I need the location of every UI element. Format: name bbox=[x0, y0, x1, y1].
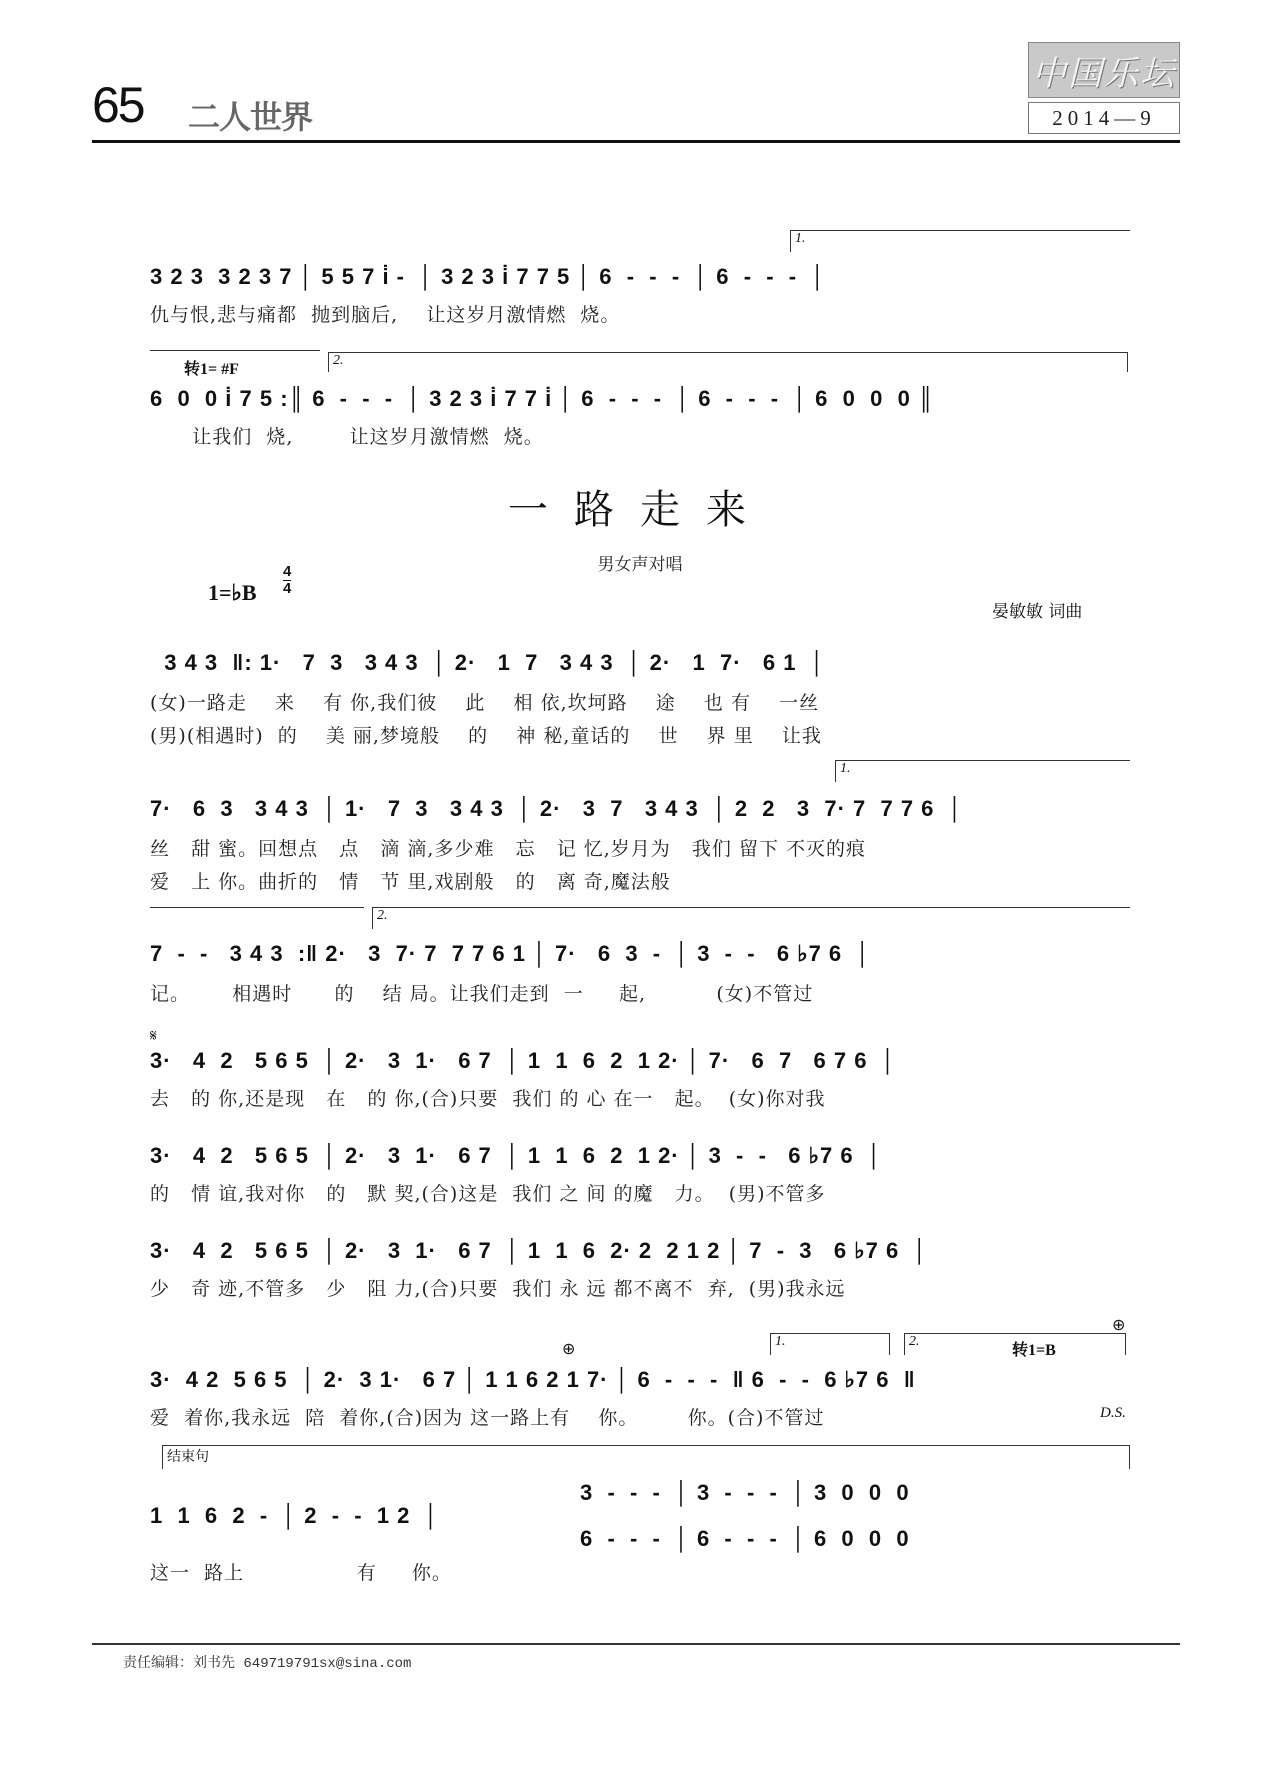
volta-line bbox=[150, 350, 320, 351]
notation-line: 7· 6 3 3 4 3 │ 1· 7 3 3 4 3 │ 2· 3 7 3 4 3 │ 2 2 3 7· 7 7 7 6 │ bbox=[150, 796, 964, 821]
score-row-2 bbox=[150, 760, 1130, 895]
score-row-6 bbox=[150, 1210, 1130, 1305]
notation-line: 3· 4 2 5 6 5 │ 2· 3 1· 6 7 │ 1 1 6 2 1 2· │ 3 - - 6 ♭7 6 │ bbox=[150, 1143, 883, 1168]
volta-label: 2. bbox=[333, 353, 344, 368]
score-row-coda bbox=[150, 1440, 1130, 1590]
coda-icon: ⊕ bbox=[1112, 1315, 1126, 1334]
lyric-line-female: 丝 甜 蜜。回想点 点 滴 滴,多少难 忘 记 忆,岁月为 我们 留下 不灭的痕 bbox=[150, 838, 866, 860]
volta-1 bbox=[835, 760, 1130, 782]
score-row-4 bbox=[150, 1020, 1130, 1115]
lyric-line: 少 奇 迹,不管多 少 阻 力,(合)只要 我们 永 远 都不离不 弃, (男)我永远 bbox=[150, 1278, 846, 1300]
section-label: 结束句 bbox=[167, 1449, 209, 1465]
dal-segno-mark: D.S. bbox=[1100, 1405, 1126, 1421]
notation-line: 3 4 3 ‖: 1· 7 3 3 4 3 │ 2· 1 7 3 4 3 │ 2· 1 7· 6 1 │ bbox=[150, 650, 826, 675]
section-title: 二人世界 bbox=[188, 98, 313, 136]
score-row-1 bbox=[150, 630, 1130, 750]
notation-line: 3· 4 2 5 6 5 │ 2· 3 1· 6 7 │ 1 1 6 2 1 7· │ 6 - - - ‖ 6 - - 6 ♭7 6 ‖ bbox=[150, 1367, 916, 1392]
key-signature: 1=♭B bbox=[208, 580, 257, 605]
time-sig-top: 4 bbox=[283, 563, 292, 580]
notation-line: 1 1 6 2 - │ 2 - - 1 2 │ bbox=[150, 1503, 440, 1528]
volta-label: 1. bbox=[840, 761, 851, 776]
score-row-5 bbox=[150, 1115, 1130, 1210]
footer-divider bbox=[92, 1643, 1180, 1645]
segno-icon: 𝄋 bbox=[150, 1026, 157, 1045]
coda-section-bracket bbox=[162, 1445, 1130, 1469]
notation-line: 3· 4 2 5 6 5 │ 2· 3 1· 6 7 │ 1 1 6 2 1 2· │ 7· 6 7 6 7 6 │ bbox=[150, 1048, 897, 1073]
lyric-line: 仇与恨,悲与痛都 抛到脑后, 让这岁月激情燃 烧。 bbox=[150, 304, 621, 326]
header-divider bbox=[92, 140, 1180, 143]
volta-1 bbox=[790, 230, 1130, 252]
volta-2 bbox=[328, 352, 1128, 372]
lyric-line-male: (男)(相遇时) 的 美 丽,梦境般 的 神 秘,童话的 世 界 里 让我 bbox=[150, 725, 822, 747]
notation-line: 6 0 0 i̇ 7 5 :║ 6 - - - │ 3 2 3 i̇ 7 7 i̇ │ 6 - - - │ 6 - - - │ 6 0 0 0 ║ bbox=[150, 386, 935, 411]
volta-label: 2. bbox=[377, 908, 388, 923]
score-row-7 bbox=[150, 1305, 1130, 1429]
lyric-line: 的 情 谊,我对你 的 默 契,(合)这是 我们 之 间 的魔 力。 (男)不管多 bbox=[150, 1183, 826, 1205]
score-row-3 bbox=[150, 905, 1130, 1015]
lyric-line: 让我们 烧, 让这岁月激情燃 烧。 bbox=[150, 426, 544, 448]
upper-voice-line: 3 - - - │ 3 - - - │ 3 0 0 0 bbox=[580, 1480, 910, 1505]
song-subtitle: 男女声对唱 bbox=[597, 555, 683, 575]
score-row-prev-1 bbox=[150, 200, 1130, 326]
score-row-prev-2 bbox=[150, 350, 1130, 460]
lyric-line-male: 爱 上 你。曲折的 情 节 里,戏剧般 的 离 奇,魔法般 bbox=[150, 871, 671, 893]
modulation-mark: 转1= #F bbox=[184, 361, 239, 378]
volta-1 bbox=[770, 1333, 890, 1355]
notation-line: 3· 4 2 5 6 5 │ 2· 3 1· 6 7 │ 1 1 6 2· 2 2 1 2 │ 7 - 3 6 ♭7 6 │ bbox=[150, 1238, 929, 1263]
time-signature bbox=[283, 564, 291, 597]
lyric-line: 这一 路上 有 你。 bbox=[150, 1562, 452, 1584]
volta-2 bbox=[372, 907, 1130, 929]
volta-label: 2. bbox=[909, 1334, 920, 1349]
time-sig-bottom: 4 bbox=[283, 580, 292, 597]
coda-icon: ⊕ bbox=[562, 1339, 576, 1358]
editor-credit: 责任编辑：刘书先 649719791sx@sina.com bbox=[123, 1656, 412, 1672]
lyric-line: 记。 相遇时 的 结 局。让我们走到 一 起, (女)不管过 bbox=[150, 983, 814, 1005]
modulation-mark: 转1=B bbox=[1012, 1342, 1056, 1359]
volta-label: 1. bbox=[775, 1334, 786, 1349]
lower-voice-line: 6 - - - │ 6 - - - │ 6 0 0 0 bbox=[580, 1526, 910, 1551]
issue-label: 2014—9 bbox=[1028, 102, 1180, 134]
page-number: 65 bbox=[92, 77, 144, 133]
magazine-logo: 中国乐坛 bbox=[1028, 42, 1180, 98]
lyric-line: 去 的 你,还是现 在 的 你,(合)只要 我们 的 心 在一 起。 (女)你对我 bbox=[150, 1088, 826, 1110]
lyric-line: 爱 着你,我永远 陪 着你,(合)因为 这一路上有 你。 你。(合)不管过 bbox=[150, 1407, 825, 1429]
song-title: 一路走来 bbox=[508, 487, 772, 533]
lyric-line-female: (女)一路走 来 有 你,我们彼 此 相 依,坎坷路 途 也 有 一丝 bbox=[150, 692, 820, 714]
notation-line: 3 2 3 3 2 3 7 │ 5 5 7 i̇ - │ 3 2 3 i̇ 7 7 5 │ 6 - - - │ 6 - - - │ bbox=[150, 264, 827, 289]
notation-line: 7 - - 3 4 3 :‖ 2· 3 7· 7 7 7 6 1 │ 7· 6 3 - │ 3 - - 6 ♭7 6 │ bbox=[150, 941, 872, 966]
credits: 晏敏敏 词曲 bbox=[992, 602, 1083, 622]
volta-label: 1. bbox=[795, 231, 806, 246]
volta-line bbox=[150, 907, 364, 908]
